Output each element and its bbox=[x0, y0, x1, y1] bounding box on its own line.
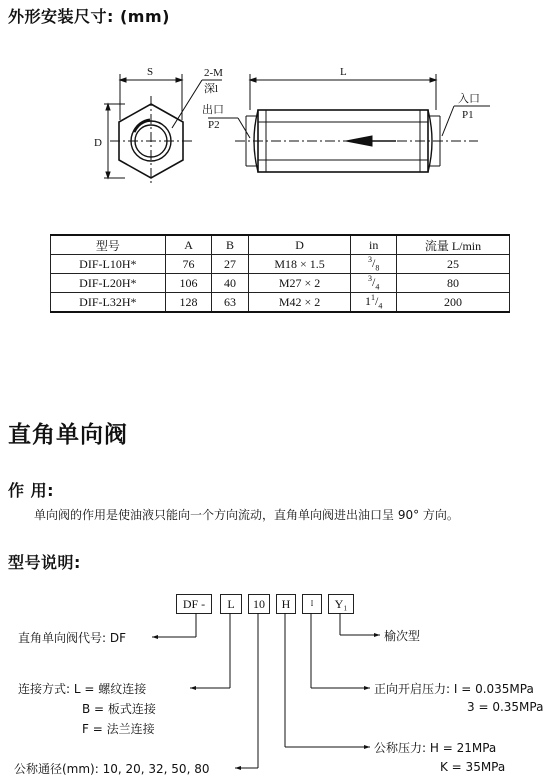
label-pressure: 公称压力: H = 21MPa bbox=[374, 741, 497, 755]
col-flow: 流量 L/min bbox=[396, 235, 509, 255]
l-dim-label: L bbox=[340, 66, 347, 78]
cell-b: 40 bbox=[212, 274, 248, 293]
cell-model: DIF-L20H* bbox=[51, 274, 166, 293]
cell-flow: 200 bbox=[396, 293, 509, 313]
label-bore: 公称通径(mm): 10, 20, 32, 50, 80 bbox=[14, 762, 210, 776]
cell-in: $1^1/_4$ bbox=[351, 293, 397, 313]
label-cracking: 正向开启压力: I = 0.035MPa bbox=[374, 682, 534, 696]
label-connection-b: B = 板式连接 bbox=[82, 702, 156, 716]
table-row bbox=[51, 274, 510, 293]
code-box-suffix: Y₁ bbox=[328, 594, 354, 614]
inlet-label: 入口 bbox=[458, 93, 480, 105]
valve-drawing bbox=[80, 60, 530, 210]
label-connection: 连接方式: L = 螺纹连接 bbox=[18, 682, 147, 696]
port-2m-label: 2-M bbox=[204, 67, 223, 79]
table-row bbox=[51, 255, 510, 274]
label-suffix: 榆次型 bbox=[384, 629, 421, 643]
cell-flow: 25 bbox=[396, 255, 509, 274]
cell-a: 106 bbox=[165, 274, 212, 293]
label-valve-code: 直角单向阀代号: DF bbox=[18, 631, 127, 645]
page-title: 直角单向阀 bbox=[8, 422, 128, 448]
col-b: B bbox=[212, 235, 248, 255]
spec-table-header bbox=[51, 235, 510, 255]
code-box-bore: 10 bbox=[248, 594, 270, 614]
cell-model: DIF-L32H* bbox=[51, 293, 166, 313]
cell-d: M27 × 2 bbox=[248, 274, 351, 293]
code-box-pressure: H bbox=[276, 594, 296, 614]
cell-in: $^3/_4$ bbox=[351, 274, 397, 293]
col-d: D bbox=[248, 235, 351, 255]
cell-b: 63 bbox=[212, 293, 248, 313]
code-box-df: DF - bbox=[176, 594, 212, 614]
function-text: 单向阀的作用是使油液只能向一个方向流动，直角单向阀进出油口呈 90° 方向。 bbox=[34, 508, 459, 522]
label-pressure-k: K = 35MPa bbox=[440, 760, 506, 774]
cell-flow: 80 bbox=[396, 274, 509, 293]
cell-d: M18 × 1.5 bbox=[248, 255, 351, 274]
cell-a: 128 bbox=[165, 293, 212, 313]
code-box-cracking: Ⅰ bbox=[302, 594, 322, 614]
port-depth-label: 深l bbox=[204, 83, 219, 95]
col-model: 型号 bbox=[51, 235, 166, 255]
cell-d: M42 × 2 bbox=[248, 293, 351, 313]
cell-model: DIF-L10H* bbox=[51, 255, 166, 274]
cell-b: 27 bbox=[212, 255, 248, 274]
outlet-label: 出口 bbox=[202, 104, 224, 116]
p1-label: P1 bbox=[462, 109, 474, 121]
function-heading: 作 用: bbox=[8, 481, 54, 500]
code-box-connection: L bbox=[220, 594, 242, 614]
d-dim-label: D bbox=[94, 137, 102, 149]
s-dim-label: S bbox=[147, 66, 154, 78]
p2-label: P2 bbox=[208, 119, 220, 131]
cell-in: $^3/_8$ bbox=[351, 255, 397, 274]
model-heading: 型号说明: bbox=[8, 553, 81, 572]
col-in: in bbox=[351, 235, 397, 255]
cell-a: 76 bbox=[165, 255, 212, 274]
table-row bbox=[51, 293, 510, 313]
spec-table bbox=[50, 234, 510, 313]
col-a: A bbox=[165, 235, 212, 255]
dims-heading: 外形安装尺寸: (mm) bbox=[8, 7, 170, 26]
label-connection-f: F = 法兰连接 bbox=[82, 722, 155, 736]
label-cracking-3: 3 = 0.35MPa bbox=[467, 700, 544, 714]
